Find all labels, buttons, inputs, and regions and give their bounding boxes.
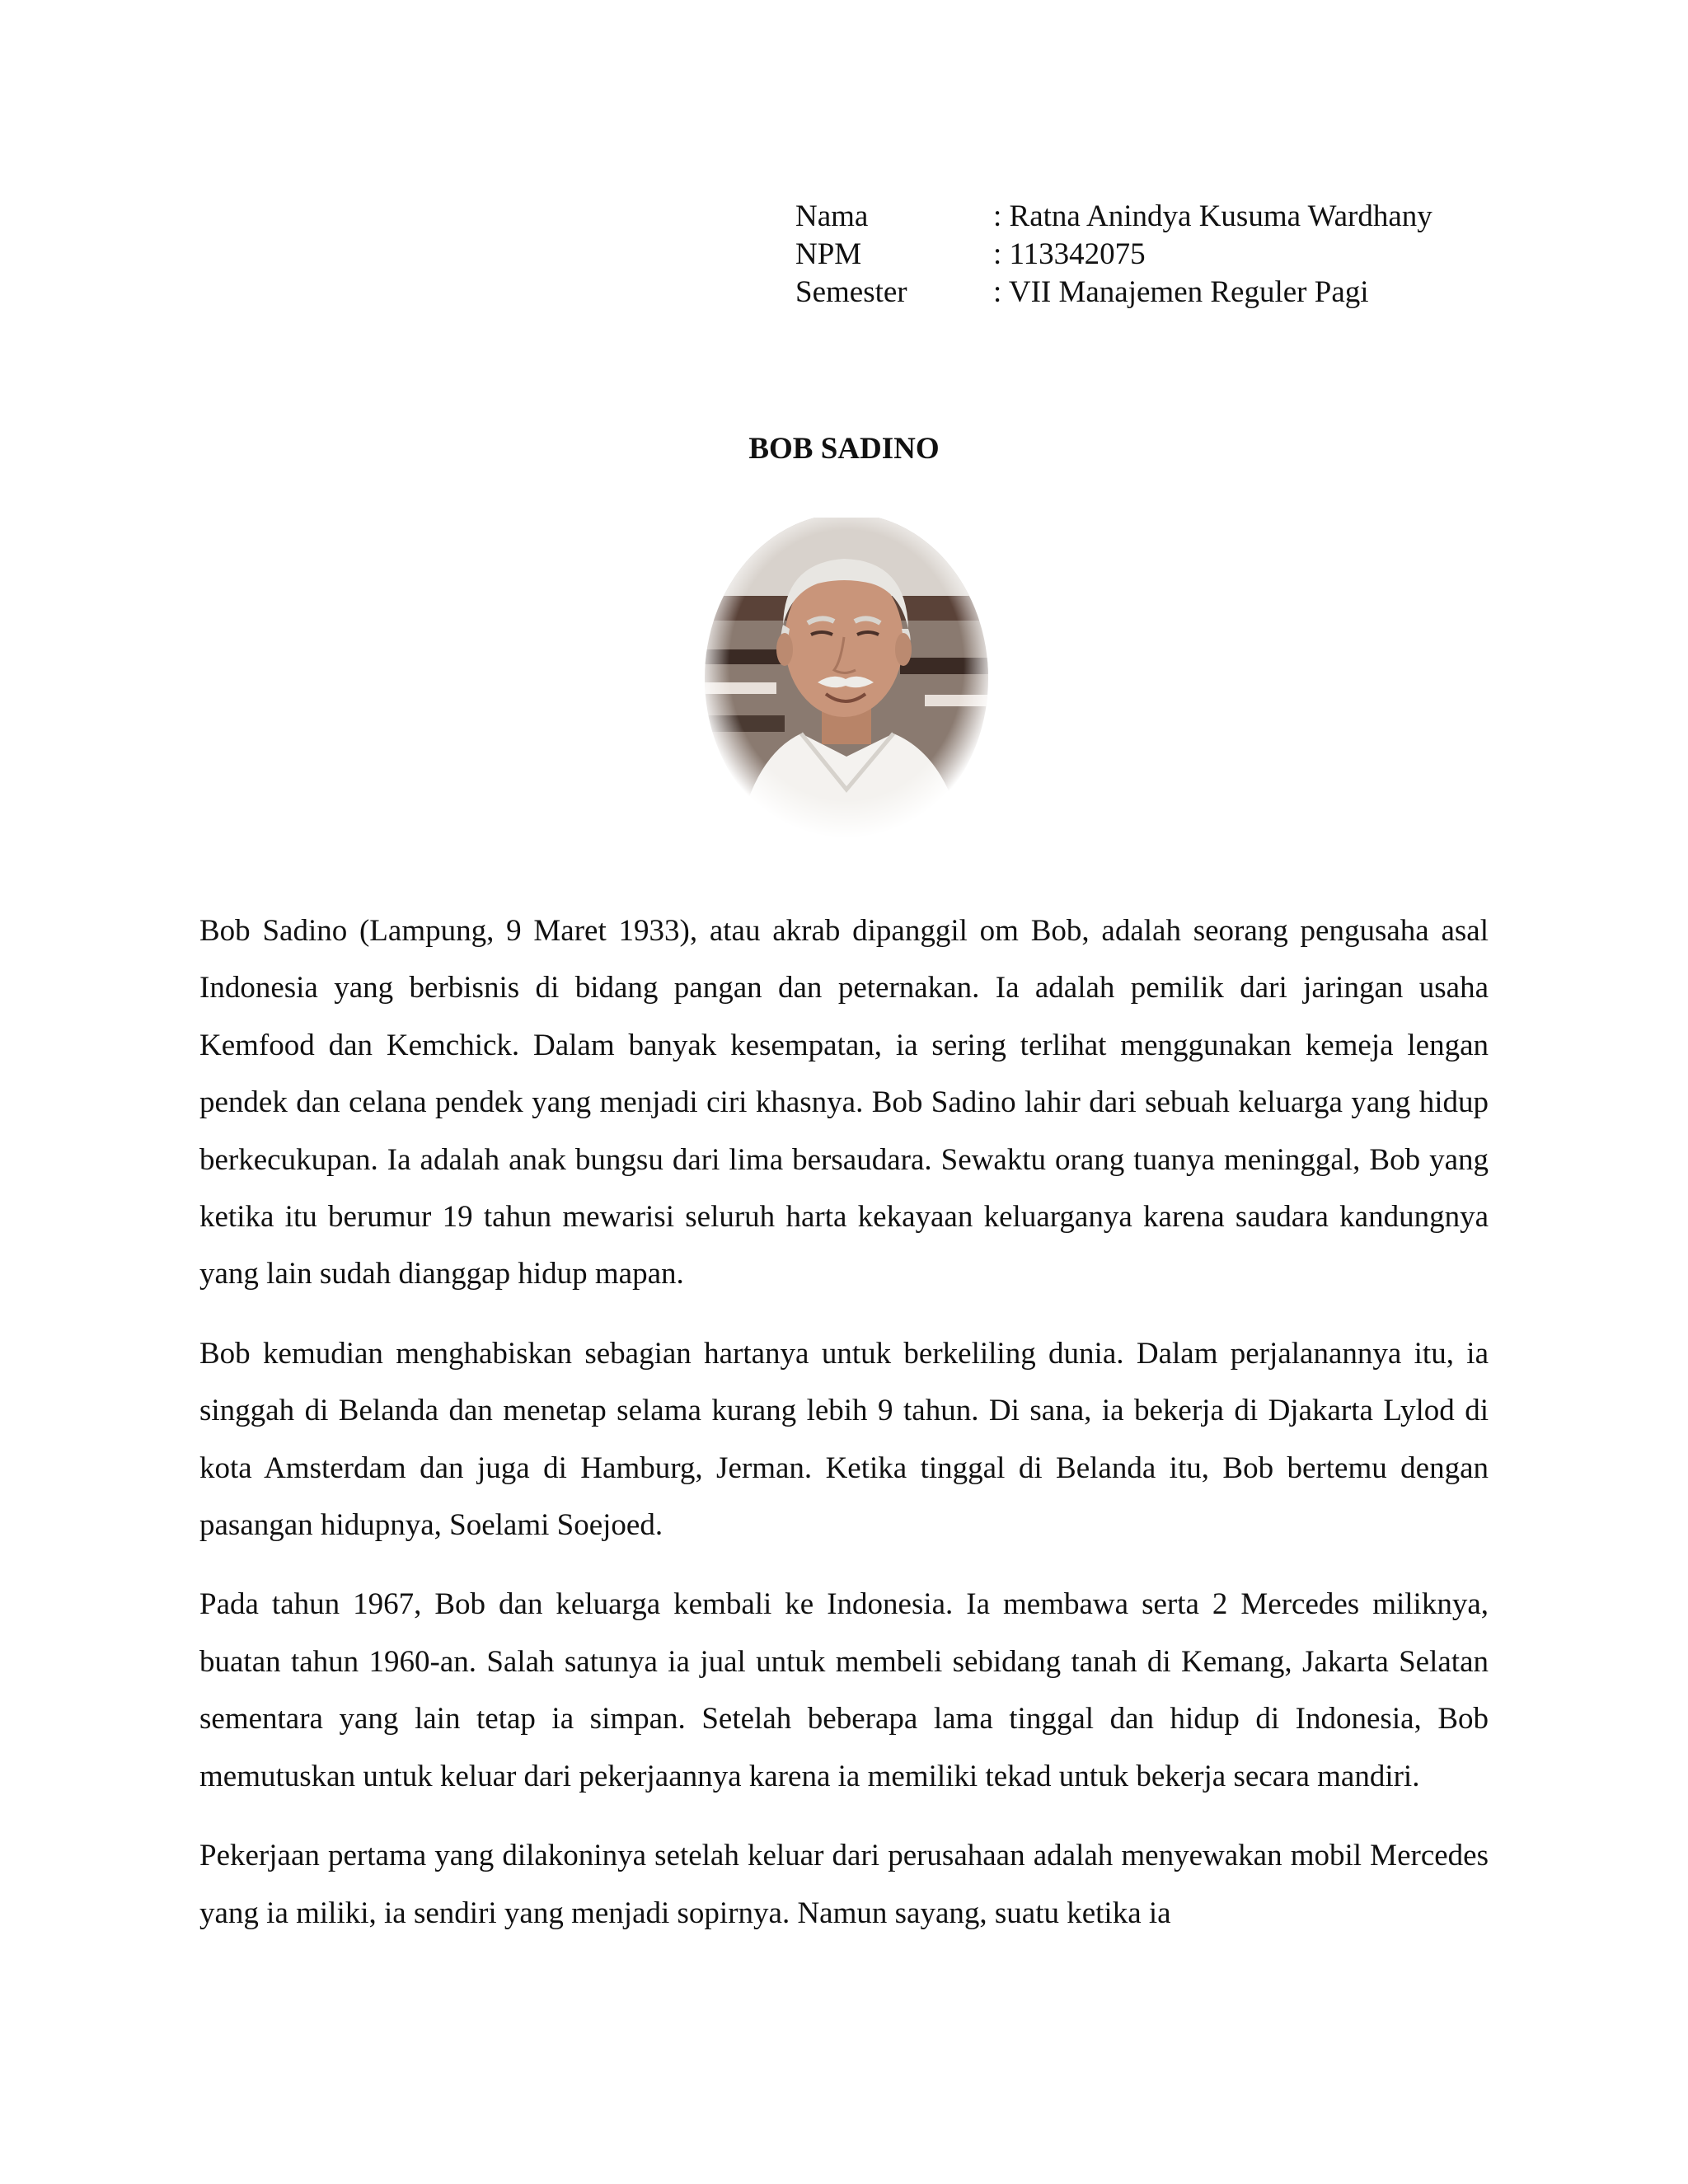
portrait-image xyxy=(702,518,991,849)
portrait-photo xyxy=(702,518,991,849)
identity-value: : 113342075 xyxy=(993,237,1146,271)
document-title: BOB SADINO xyxy=(748,432,940,466)
identity-block xyxy=(795,198,1432,312)
identity-row-semester xyxy=(795,274,1432,312)
document-body xyxy=(199,902,1489,1964)
paragraph: Pekerjaan pertama yang dilakoninya setelah keluar dari perusahaan adalah menyewakan mobil Mercedes yang ia miliki, ia sendiri yang menjadi sopirnya. Namun sayang, suatu ketika ia xyxy=(199,1839,1489,1930)
identity-label: NPM xyxy=(795,237,862,271)
identity-row-name xyxy=(795,198,1432,236)
identity-label: Nama xyxy=(795,199,869,233)
paragraph: Pada tahun 1967, Bob dan keluarga kembali ke Indonesia. Ia membawa serta 2 Mercedes miliknya, buatan tahun 1960-an. Salah satunya ia jual untuk membeli sebidang tanah di Kemang, Jakarta Selatan sementara yang lain tetap ia simpan. Setelah beberapa lama tinggal dan hidup di Indonesia, Bob memutuskan untuk keluar dari pekerjaannya karena ia memiliki tekad untuk bekerja secara mandiri. xyxy=(199,1587,1489,1793)
identity-value: : VII Manajemen Reguler Pagi xyxy=(993,275,1369,309)
paragraph: Bob Sadino (Lampung, 9 Maret 1933), atau akrab dipanggil om Bob, adalah seorang pengusaha asal Indonesia yang berbisnis di bidang pangan dan peternakan. Ia adalah pemilik dari jaringan usaha Kemfood dan Kemchick. Dalam banyak kesempatan, ia sering terlihat menggunakan kemeja lengan pendek dan celana pendek yang menjadi ciri khasnya. Bob Sadino lahir dari sebuah keluarga yang hidup berkecukupan. Ia adalah anak bungsu dari lima bersaudara. Sewaktu orang tuanya meninggal, Bob yang ketika itu berumur 19 tahun mewarisi seluruh harta kekayaan keluarganya karena saudara kandungnya yang lain sudah dianggap hidup mapan. xyxy=(199,914,1489,1291)
identity-row-npm xyxy=(795,236,1432,274)
identity-value: : Ratna Anindya Kusuma Wardhany xyxy=(993,199,1432,233)
paragraph: Bob kemudian menghabiskan sebagian hartanya untuk berkeliling dunia. Dalam perjalanannya itu, ia singgah di Belanda dan menetap selama kurang lebih 9 tahun. Di sana, ia bekerja di Djakarta Lylod di kota Amsterdam dan juga di Hamburg, Jerman. Ketika tinggal di Belanda itu, Bob bertemu dengan pasangan hidupnya, Soelami Soejoed. xyxy=(199,1336,1489,1543)
identity-label: Semester xyxy=(795,275,907,309)
